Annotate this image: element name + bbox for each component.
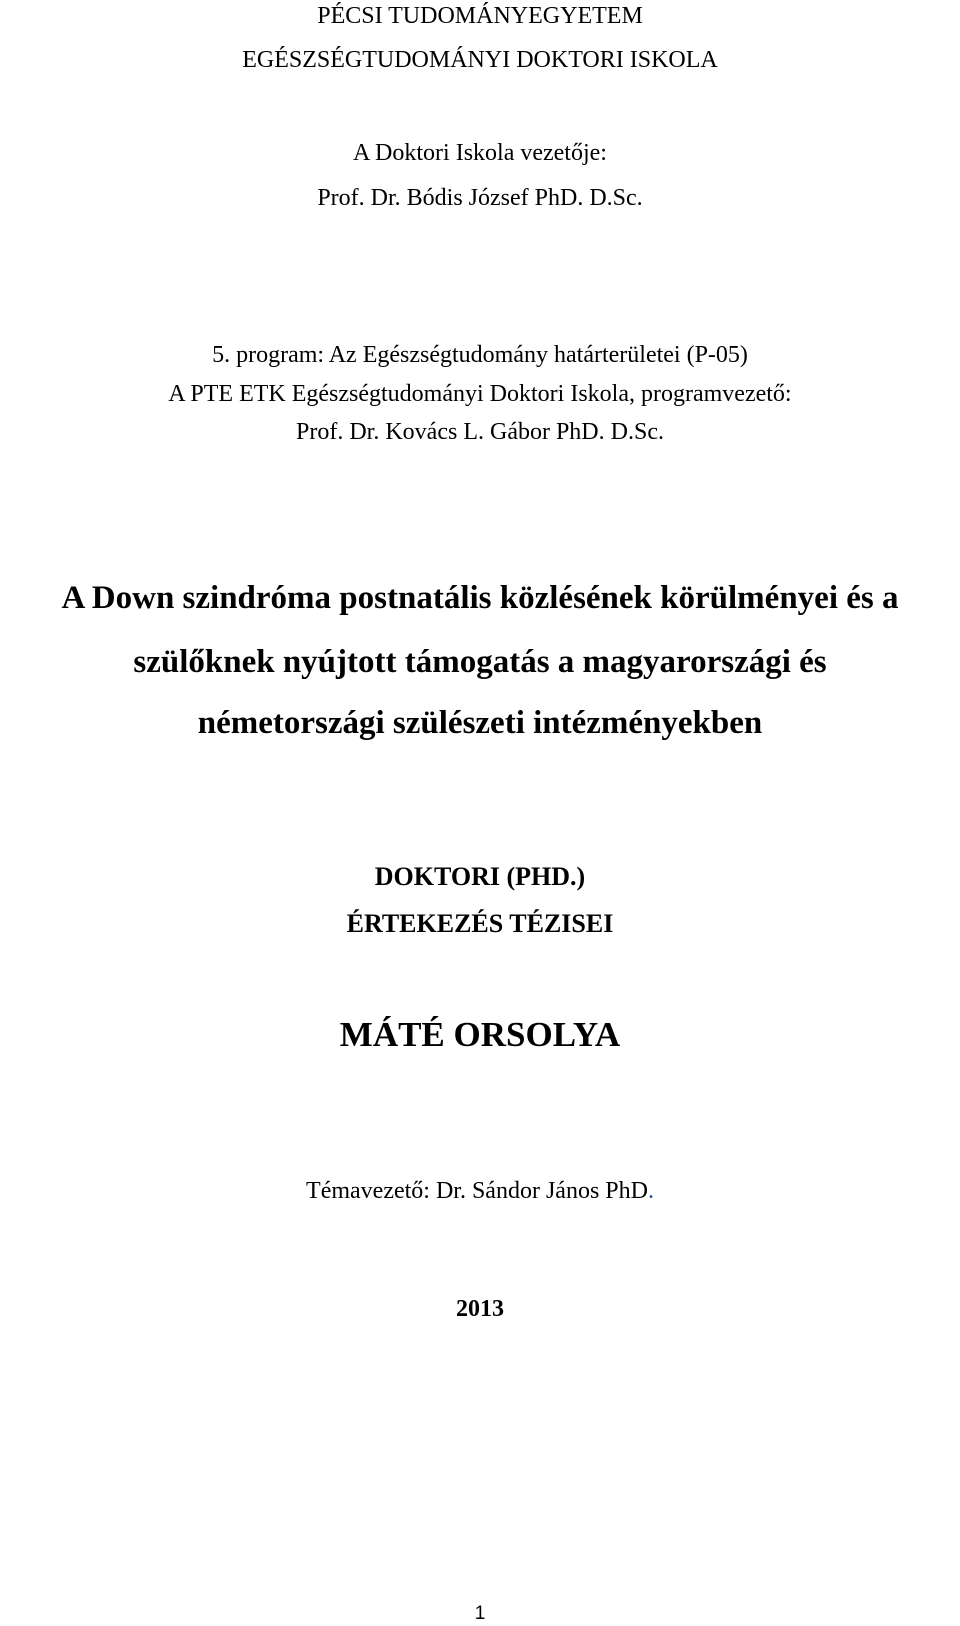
degree-label: DOKTORI (PHD.) (374, 862, 586, 891)
program-line-1: 5. program: Az Egészségtudomány határterületei (P-05) (212, 342, 748, 368)
doctoral-school-name: EGÉSZSÉGTUDOMÁNYI DOKTORI ISKOLA (242, 47, 718, 73)
page-number: 1 (474, 1603, 486, 1624)
author-name: MÁTÉ ORSOLYA (339, 1015, 621, 1054)
university-name: PÉCSI TUDOMÁNYEGYETEM (317, 3, 643, 29)
thesis-title-line-3: németországi szülészeti intézményekben (197, 705, 763, 741)
school-head-label: A Doktori Iskola vezetője: (353, 140, 607, 166)
thesis-summary-label: ÉRTEKEZÉS TÉZISEI (346, 909, 614, 938)
supervisor-dot: . (647, 1178, 654, 1204)
thesis-title-line-1: A Down szindróma postnatális közlésének körülményei és a (61, 580, 899, 616)
program-line-2: A PTE ETK Egészségtudományi Doktori Iskola, programvezető: (168, 381, 792, 407)
school-head-name: Prof. Dr. Bódis József PhD. D.Sc. (317, 185, 643, 211)
thesis-title-line-2: szülőknek nyújtott támogatás a magyarországi és (133, 644, 827, 680)
supervisor-line (0, 1179, 960, 1203)
program-leader-name: Prof. Dr. Kovács L. Gábor PhD. D.Sc. (296, 419, 664, 445)
supervisor-text: Témavezető: Dr. Sándor János PhD (306, 1178, 648, 1204)
publication-year: 2013 (456, 1296, 504, 1322)
